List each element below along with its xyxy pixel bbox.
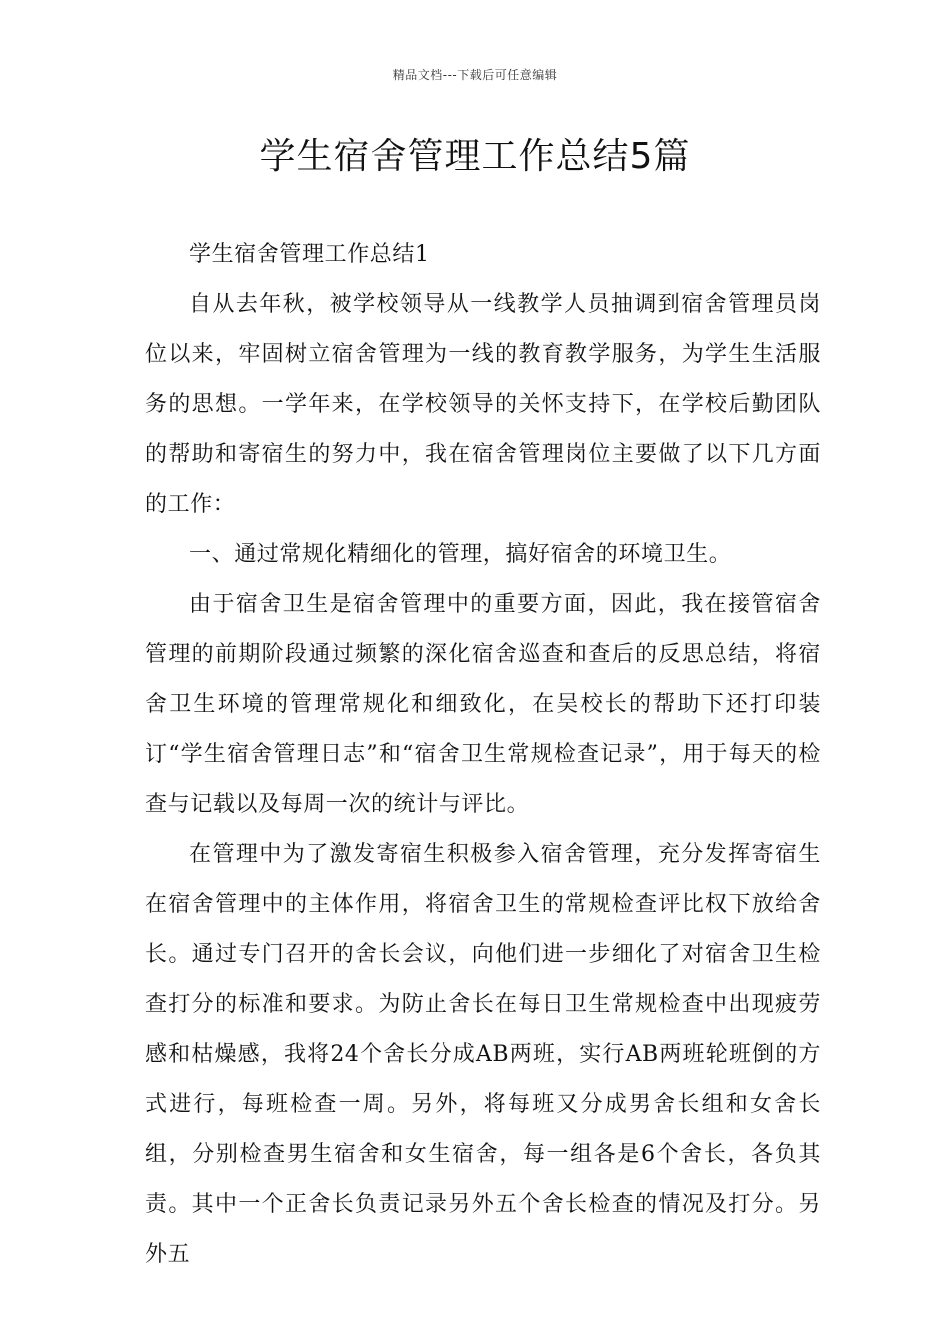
body-paragraph: 自从去年秋，被学校领导从一线教学人员抽调到宿舍管理员岗位以来，牢固树立宿舍管理为一线的教育教学服务，为学生生活服务的思想。一学年来，在学校领导的关怀支持下，在学校后勤团队的帮助和寄宿生的努力中，我在宿舍管理岗位主要做了以下几方面的工作：	[145, 292, 821, 517]
document-title: 学生宿舍管理工作总结5篇	[259, 136, 691, 177]
document-body	[145, 230, 821, 1280]
section-heading: 学生宿舍管理工作总结1	[189, 242, 430, 267]
subsection-heading: 一、通过常规化精细化的管理，搞好宿舍的环境卫生。	[189, 542, 732, 567]
header-note: 精品文档---下载后可任意编辑	[392, 68, 558, 82]
body-paragraph: 由于宿舍卫生是宿舍管理中的重要方面，因此，我在接管宿舍管理的前期阶段通过频繁的深化宿舍巡查和查后的反思总结，将宿舍卫生环境的管理常规化和细致化，在吴校长的帮助下还打印装订“学生宿舍管理日志”和“宿舍卫生常规检查记录”，用于每天的检查与记载以及每周一次的统计与评比。	[145, 592, 821, 817]
body-paragraph: 在管理中为了激发寄宿生积极参入宿舍管理，充分发挥寄宿生在宿舍管理中的主体作用，将宿舍卫生的常规检查评比权下放给舍长。通过专门召开的舍长会议，向他们进一步细化了对宿舍卫生检查打分的标准和要求。为防止舍长在每日卫生常规检查中出现疲劳感和枯燥感，我将24个舍长分成AB两班，实行AB两班轮班倒的方式进行，每班检查一周。另外，将每班又分成男舍长组和女舍长组，分别检查男生宿舍和女生宿舍，每一组各是6个舍长，各负其责。其中一个正舍长负责记录另外五个舍长检查的情况及打分。另外五	[145, 842, 821, 1267]
